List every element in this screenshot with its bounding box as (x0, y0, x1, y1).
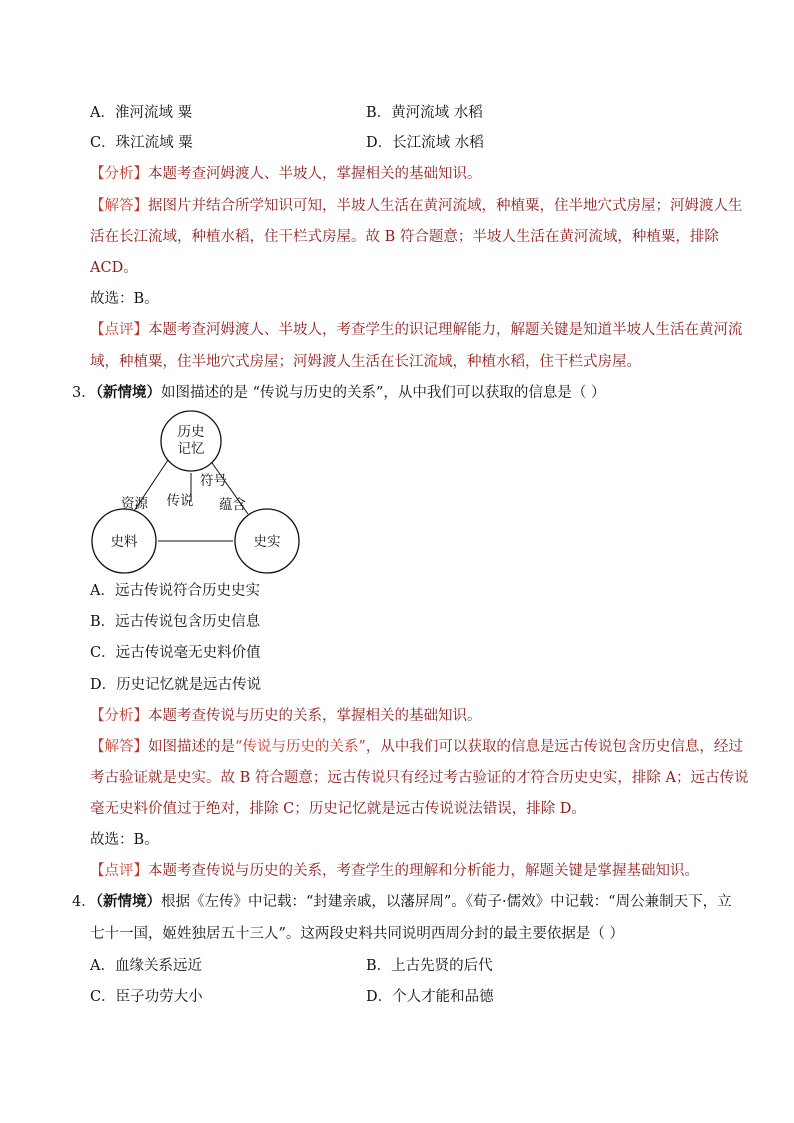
q2-answer-line-2: 活在长江流域，种植水稻，住干栏式房屋。故 B 符合题意；半坡人生活在黄河流域，种植粟，排除 (90, 229, 719, 245)
analysis-text: 本题考查河姆渡人、半坡人，掌握相关的基础知识。 (148, 166, 482, 182)
question-stem: 如图描述的是 “传说与历史的关系”，从中我们可以获取的信息是（ ） (160, 385, 606, 401)
q4-stem-line-1 (72, 892, 732, 912)
answer-tag: 【解答】 (90, 739, 148, 755)
q2-option-d: D．长江流域 水稻 (366, 135, 484, 151)
context-tag: （新情境） (95, 384, 161, 401)
q3-option-b: B．远古传说包含历史信息 (90, 614, 261, 630)
q4-option-a: A．血缘关系远近 (90, 958, 202, 974)
q3-answer-line-3: 毫无史料价值过于绝对，排除 C；历史记忆就是远古传说说法错误，排除 D。 (90, 801, 586, 817)
q2-comment-line-2: 域，种植粟，住半地穴式房屋；河姆渡人生活在长江流域，种植水稻，住干栏式房屋。 (90, 354, 641, 370)
comment-tag: 【点评】 (90, 863, 148, 879)
q3-option-c: C．远古传说毫无史料价值 (90, 645, 261, 661)
q3-analysis (90, 706, 482, 726)
q2-option-a: A．淮河流域 粟 (90, 105, 193, 121)
legend-history-diagram (88, 410, 303, 575)
context-tag: （新情境） (95, 893, 161, 910)
q2-option-b: B．黄河流域 水稻 (366, 105, 483, 121)
edge-label-symbol: 符号 (200, 473, 227, 489)
question-number: 4． (72, 894, 96, 910)
q2-choose: 故选：B。 (90, 291, 159, 307)
answer-text: 据图片并结合所学知识可知，半坡人生活在黄河流域，种植粟，住半地穴式房屋；河姆渡人生 (148, 198, 743, 214)
comment-text: 本题考查传说与历史的关系，考查学生的理解和分析能力，解题关键是掌握基础知识。 (148, 863, 699, 879)
comment-text: 本题考查河姆渡人、半坡人，考查学生的识记理解能力，解题关键是知道半坡人生活在黄河流 (148, 322, 743, 338)
q3-choose: 故选：B。 (90, 832, 159, 848)
answer-tag: 【解答】 (90, 198, 148, 214)
q4-option-b: B．上古先贤的后代 (366, 958, 493, 974)
analysis-tag: 【分析】 (90, 708, 148, 724)
q3-option-a: A．远古传说符合历史史实 (90, 583, 260, 599)
node-label-memory-1: 历史 (177, 424, 205, 440)
answer-text-pre: 如图描述的是 (148, 739, 235, 755)
answer-quote: “传说与历史的关系” (235, 739, 366, 755)
edge-label-contain: 蕴含 (219, 497, 246, 513)
q3-option-d: D．历史记忆就是远古传说 (90, 677, 262, 693)
q2-comment-line-1 (90, 320, 743, 340)
q2-answer-line-3: ACD。 (90, 260, 138, 276)
answer-text-post: ，从中我们可以获取的信息是远古传说包含历史信息，经过 (365, 739, 743, 755)
edge-label-resource: 资源 (121, 496, 148, 512)
analysis-text: 本题考查传说与历史的关系，掌握相关的基础知识。 (148, 708, 482, 724)
question-number: 3． (72, 385, 96, 401)
q3-answer-line-2: 考古验证就是史实。故 B 符合题意；远古传说只有经过考古验证的才符合历史史实，排除 A；远古传说 (90, 770, 749, 786)
node-label-memory-2: 记忆 (177, 441, 205, 457)
q2-option-c: C．珠江流域 粟 (90, 135, 193, 151)
question-stem: 根据《左传》中记载：“封建亲戚，以藩屏周”。《荀子·儒效》中记载：“周公兼制天下，立 (160, 894, 732, 910)
q2-analysis (90, 164, 482, 184)
q3-comment (90, 861, 699, 881)
node-label-facts: 史实 (253, 534, 281, 550)
analysis-tag: 【分析】 (90, 166, 148, 182)
q3-answer-line-1 (90, 737, 743, 757)
comment-tag: 【点评】 (90, 322, 148, 338)
q2-answer-line-1 (90, 196, 743, 216)
q4-stem-line-2: 七十一国，姬姓独居五十三人”。这两段史料共同说明西周分封的最主要依据是（ ） (90, 926, 625, 942)
center-label-legend: 传说 (166, 493, 194, 509)
q4-option-d: D．个人才能和品德 (366, 989, 494, 1005)
q3-stem (72, 383, 606, 403)
node-label-sources: 史料 (110, 534, 138, 550)
q4-option-c: C．臣子功劳大小 (90, 989, 203, 1005)
